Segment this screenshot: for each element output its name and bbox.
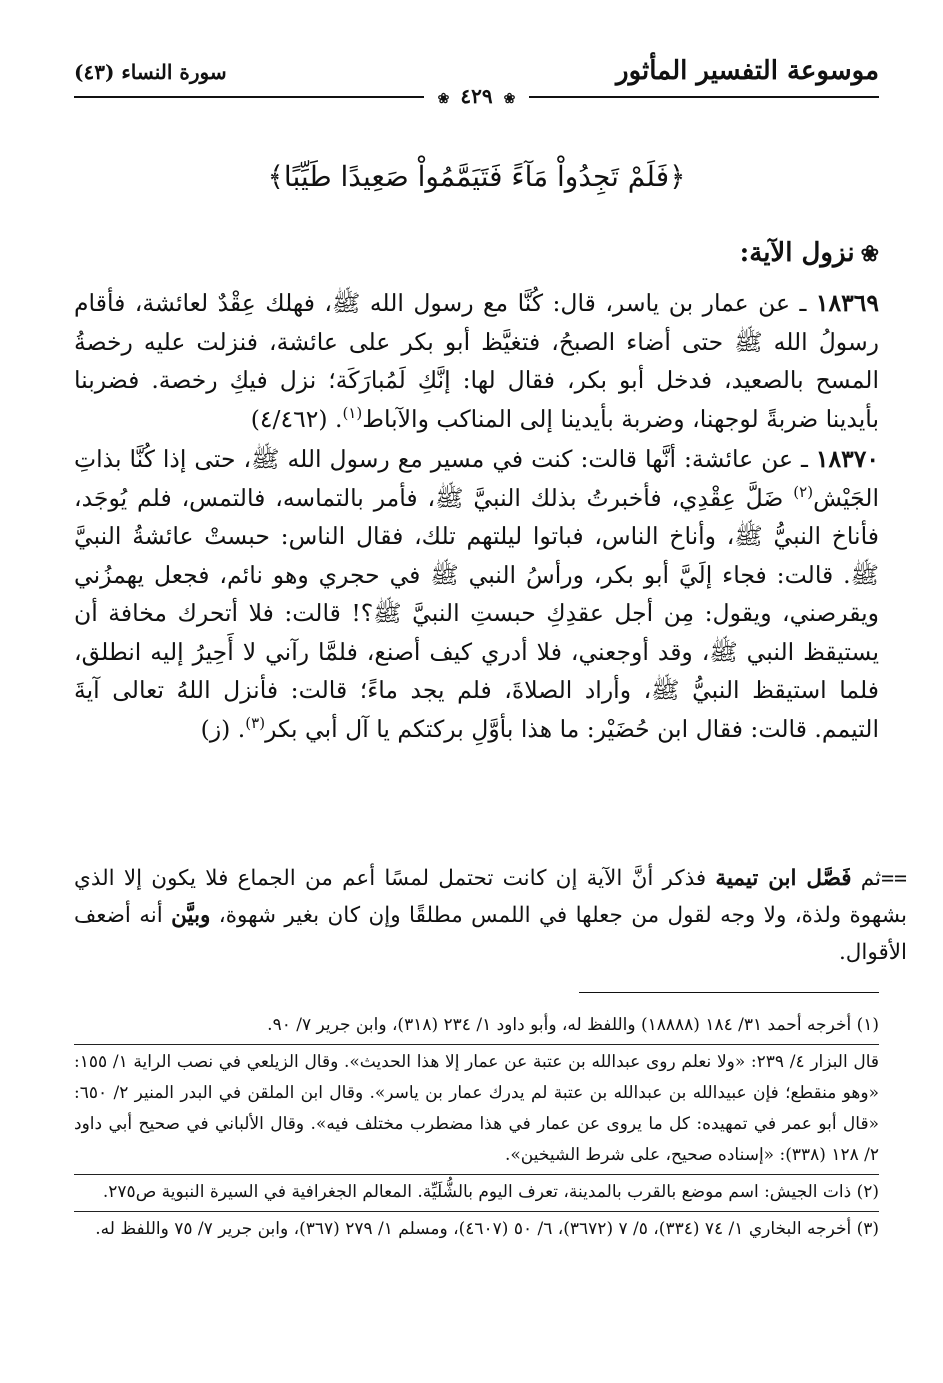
book-title: موسوعة التفسير المأثور <box>616 56 879 86</box>
section-title: نزول الآية: <box>739 238 855 268</box>
note-text: فذكر أنَّ الآية إن كانت تحتمل لمسًا أعم من الجماع فلا يكون إلا الذي بشهوة ولذة، ولا وجه لقول من جعلها في اللمس مطلقًا وإن كان بغير شهوة، <box>74 866 907 928</box>
surah-reference: سورة النساء (٤٣) <box>74 60 227 84</box>
footnote: (١) أخرجه أحمد ٣١/ ١٨٤ (١٨٨٨٨) واللفظ له، وأبو داود ١/ ٢٣٤ (٣١٨)، وابن جرير ٧/ ٩٠. <box>267 1015 879 1035</box>
footnote: (٢) ذات الجيش: اسم موضع بالقرب بالمدينة، تعرف اليوم بالشُّلَيِّة. المعالم الجغرافية في السيرة النبوية ص٢٧٥. <box>74 1174 879 1208</box>
ornament-icon: ❀ <box>437 91 450 107</box>
flower-icon: ❀ <box>860 241 879 267</box>
narration-source: . (ز) <box>200 714 246 743</box>
narration-number: ١٨٣٦٩ <box>815 289 879 317</box>
note-text: أنه أضعف الأقوال. <box>74 903 907 965</box>
narration-paragraph <box>74 284 879 438</box>
footnote-ref[interactable]: (٣) <box>245 713 266 732</box>
footnote-separator <box>579 992 879 993</box>
continuation-mark: == <box>881 866 907 891</box>
narration-text: ضَلَّ عِقْدِي، فأخبرتُ بذلك النبيَّ ﷺ، فأمر بالتماسه، فالتمس، فلم يُوجَد، فأناخ النبيُّ ﷺ، وأناخ الناس، فباتوا ليلتهم تلك، فقال الناس: حبستْ عائشةُ النبيَّ ﷺ. قالت: فجاء إلَيَّ أبو بكر، ورأسُ النبي ﷺ في حجري وهو نائم، فجعل يهمزُني ويقرصني، ويقول: مِن أجل عقدِكِ حبستِ النبيَّ ﷺ؟! قالت: فلا أتحرك مخافة أن يستيقظ النبي ﷺ، وقد أوجعني، فلا أدري كيف أصنع، فلمَّا رآني لا أَحِيرُ إليه انطلق، فلما استيقظ النبيُّ ﷺ، وأراد الصلاةَ، فلم يجد ماءً؛ قالت: فأنزل اللهُ تعالى آيةَ التيمم. قالت: فقال ابن حُضَيْر: ما هذا بأوَّلِ بركتكم يا آل أبي بكر <box>74 483 879 743</box>
narration-source: . (٤/٤٦٢) <box>250 404 343 433</box>
section-heading <box>740 238 879 268</box>
narration-text: ـ عن عائشة: أنَّها قالت: كنت في مسير مع رسول الله ﷺ، حتى إذا كُنَّا بذاتِ الجَيْش <box>74 445 879 512</box>
page-number: ٤٢٩ <box>460 84 493 108</box>
narration-paragraph <box>74 440 879 748</box>
footnote: قال البزار ٤/ ٢٣٩: «ولا نعلم روى عبدالله بن عتبة عن عمار إلا هذا الحديث». وقال الزيلعي في نصب الراية ١/ ١٥٥: «وهو منقطع؛ فإن عبيدالله بن عبدالله بن عتبة لم يدرك عمار بن ياسر». وقال ابن الملقن في البدر المنير ٢/ ٦٥٠: «قال أبو عمر في تمهيده: كل ما يروى عن عمار في هذا مضطرب مختلف فيه». وقال الألباني في صحيح أبي داود ٢/ ١٢٨ (٣٣٨): «إسناده صحيح، على شرط الشيخين». <box>74 1044 879 1171</box>
ornament-icon: ❀ <box>503 91 516 107</box>
page-number-box <box>424 84 530 108</box>
quranic-verse: ﴿فَلَمْ تَجِدُواْ مَآءً فَتَيَمَّمُواْ صَعِيدًا طَيِّبًا﴾ <box>267 160 686 193</box>
narration-text: ـ عن عمار بن ياسر، قال: كُنَّا مع رسول الله ﷺ، فهلك عِقْدٌ لعائشة، فأقام رسولُ الله ﷺ حتى أضاء الصبحُ، فتغيَّظ أبو بكر على عائشة، فنزلت عليه رخصةُ المسح بالصعيد، فدخل أبو بكر، فقال لها: إنَّكِ لَمُبارَكَة؛ نزل فيكِ رخصة. فضربنا بأيدينا ضربةً لوجهنا، وضربة بأيدينا إلى المناكب والآباط <box>74 289 879 433</box>
narration-number: ١٨٣٧٠ <box>815 445 879 473</box>
note-text: ثم <box>851 866 882 891</box>
footnote-ref[interactable]: (٢) <box>793 482 814 501</box>
continued-note <box>74 860 907 971</box>
page-header <box>74 48 879 118</box>
footnote-ref[interactable]: (١) <box>342 403 363 422</box>
note-bold: وبيَّن <box>171 903 211 928</box>
footnotes <box>74 1010 879 1245</box>
note-bold: فَصَّل ابن تيمية <box>715 866 852 891</box>
footnote: (٣) أخرجه البخاري ١/ ٧٤ (٣٣٤)، ٥/ ٧ (٣٦٧٢)، ٦/ ٥٠ (٤٦٠٧)، ومسلم ١/ ٢٧٩ (٣٦٧)، وابن جرير ٧/ ٧٥ واللفظ له. <box>74 1211 879 1245</box>
main-text <box>74 284 879 748</box>
